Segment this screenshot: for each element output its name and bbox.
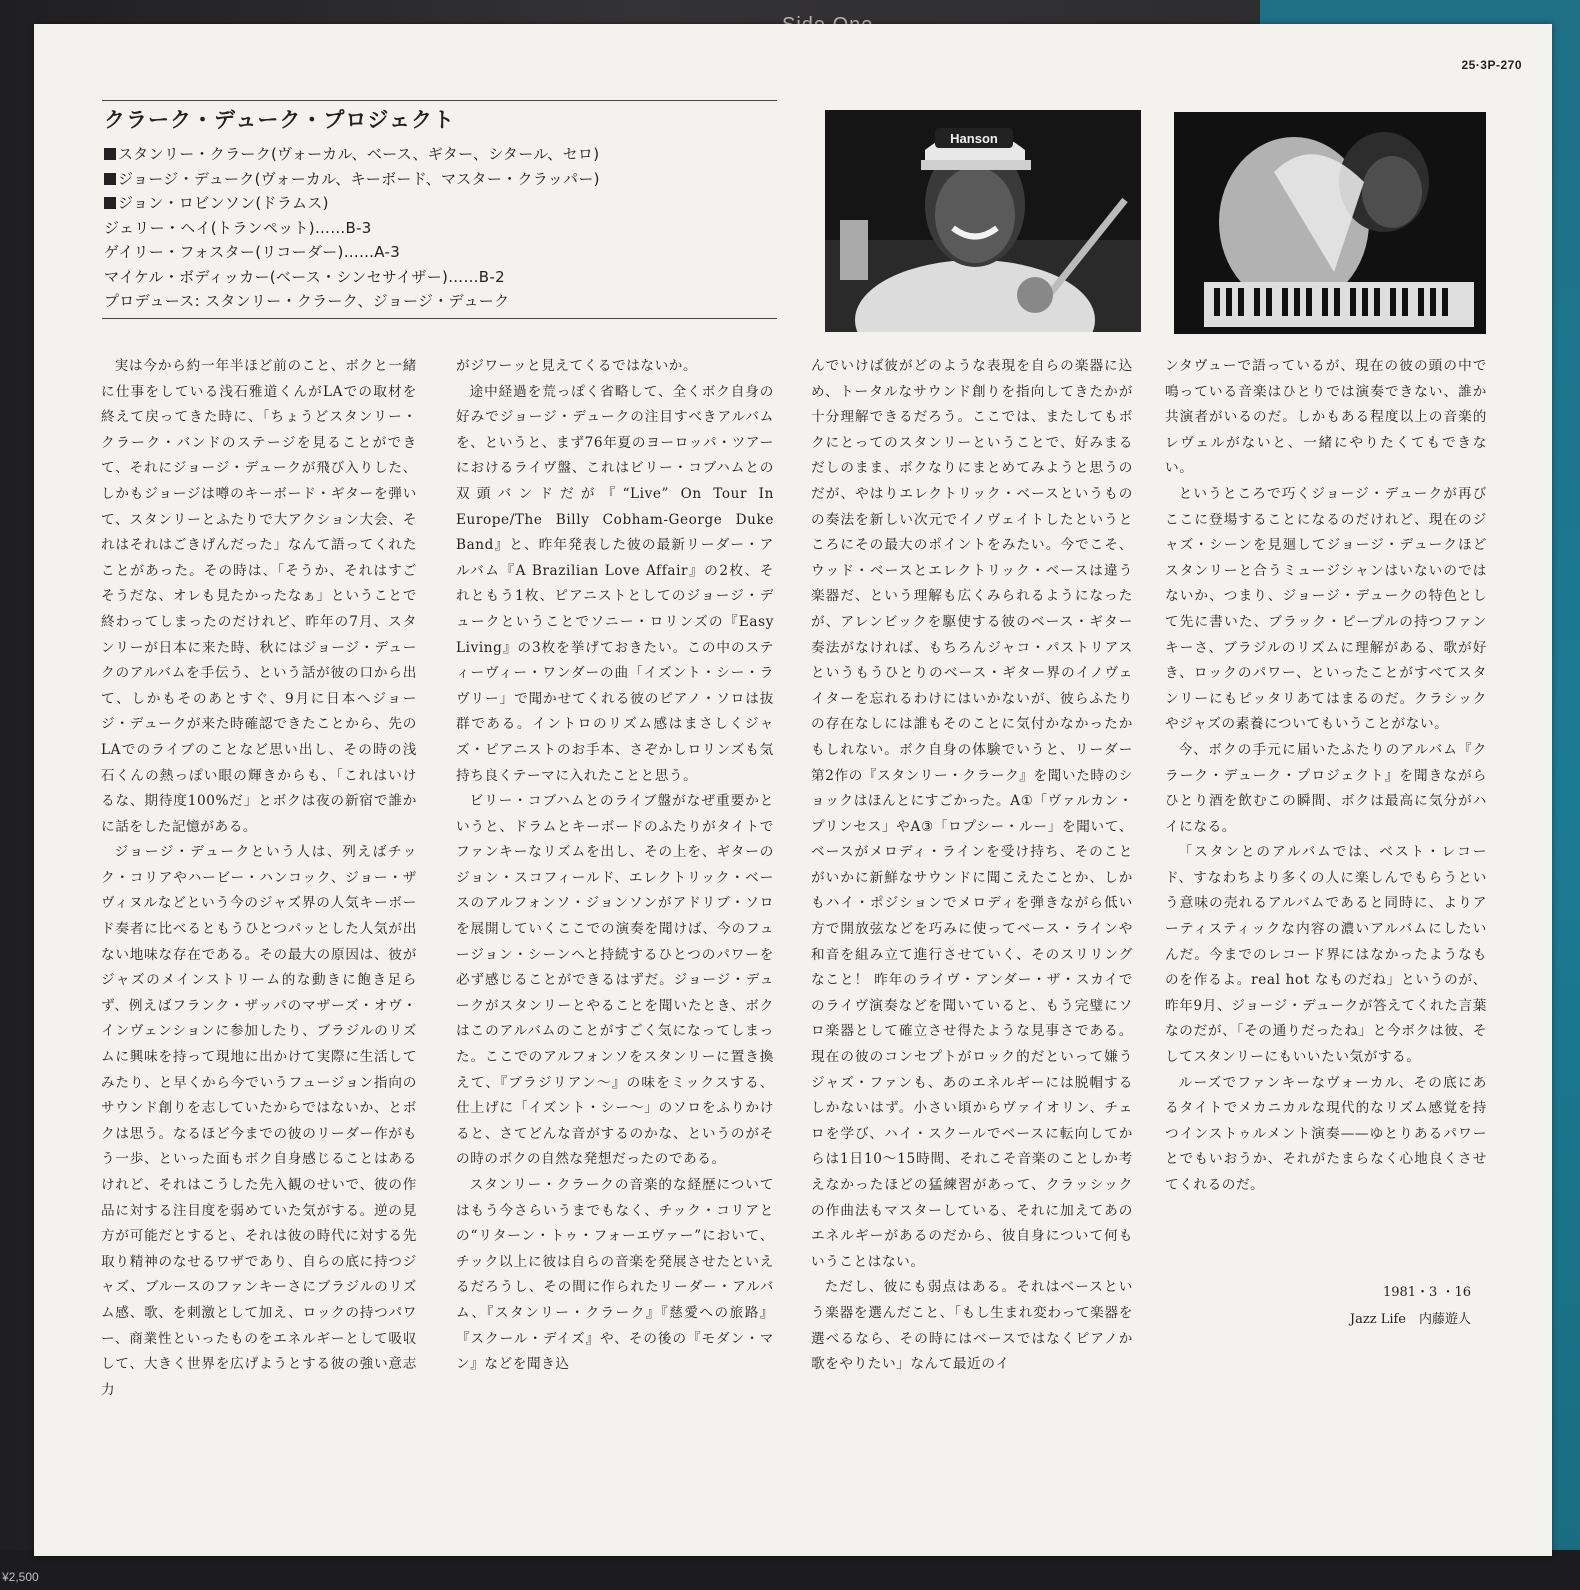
catalog-number: 25·3P-270 (1461, 58, 1522, 72)
divider (102, 100, 777, 101)
paragraph: 「スタンとのアルバムでは、ベスト・レコード、すなわちより多くの人に楽しんでもらうという意味の売れるアルバムであると同時に、よりアーティスティックな内容の濃いアルバムにしたいんだ。今までのレコード界にはなかったようなものを作るよ。real hot なものだね」というのが、昨年9月、ジョージ・デュークが答えてくれた言葉なのだが、「その通りだったね」と今ボクは彼、そしてスタンリーにもいいたい気がする。 (1165, 844, 1487, 1066)
paragraph: 実は今から約一年半ほど前のこと、ボクと一緒に仕事をしている浅石雅道くんがLAでの取材を終えて戻ってきた時に、「ちょうどスタンリー・クラーク・バンドのステージを見ることができて、それにジョージ・デュークが飛び入りした、しかもジョージは噂のキーボード・ギターを弾いて、スタンリーとふたりで大アクション大会、それはそれはごきげんだった」なんて語ってくれたことがあった。その時は、「そうか、それはすごそうだな、オレも見たかったなぁ」ということで終わってしまったのだけれど、昨年の7月、スタンリーが日本に来た時、秋にはジョージ・デュークのアルバムを手伝う、という話が彼の口から出て、しかもそのあとすぐ、9月に日本へジョージ・デュークが来た時確認できたことから、先のLAでのライブのことなど思い出し、その時の浅石くんの熱っぽい眼の輝きからも、「これはいけるな、期待度100%だ」とボクは夜の新宿で誰かに話をした記憶がある。 (101, 358, 417, 835)
photo-stanley-clarke (825, 110, 1141, 332)
paragraph: がジワーッと見えてくるではないか。 (456, 358, 698, 374)
background-bottom (0, 1550, 1580, 1590)
divider (102, 318, 777, 319)
paragraph: 途中経過を荒っぽく省略して、全くボク自身の好みでジョージ・デュークの注目すべきアルバムを、というと、まず76年夏のヨーロッパ・ツアーにおけるライヴ盤、これはビリー・コブハムとの双頭バンドだが『“Live” On Tour In Europe/The Billy Cobham-George Duke Band』と、昨年発表した彼の最新リーダー・アルバム『A Brazilian Love Affair』の2枚、それともう1枚、ピアニストとしてのジョージ・デュークということでソニー・ロリンズの『Easy Living』の3枚を挙げておきたい。この中のスティーヴィー・ワンダーの曲「イズント・シー・ラヴリー」で聞かせてくれる彼のピアノ・ソロは抜群である。イントロのリズム感はまさしくジャズ・ピアニストのお手本、さぞかしロリンズも気持ち良くテーマに入れたことと思う。 (456, 383, 774, 784)
album-title: クラーク・デューク・プロジェクト (104, 108, 455, 132)
text-column-1 (101, 354, 417, 1403)
square-bullet-icon (104, 148, 116, 160)
cap-text: Hanson (950, 131, 998, 146)
credit-line: ジェリー・ヘイ(トランペット)……B-3 (104, 218, 372, 237)
credits-block (102, 100, 777, 319)
signature-author: Jazz Life 内藤遊人 (1349, 1312, 1471, 1327)
liner-notes-sheet (34, 24, 1552, 1556)
photo-george-duke (1174, 112, 1486, 334)
square-bullet-icon (104, 197, 116, 209)
signature-date: 1981・3 ・16 (1382, 1285, 1471, 1300)
paragraph: ただし、彼にも弱点はある。それはベースという楽器を選んだこと、「もし生まれ変わって楽器を選べるなら、その時にはベースではなくピアノか歌をやりたい」なんて最近のイ (811, 1279, 1133, 1373)
paragraph: ルーズでファンキーなヴォーカル、その底にあるタイトでメカニカルな現代的なリズム感覚を持つインストゥルメント演奏——ゆとりあるパワーとでもいおうか、それがたまらなく心地良くさせてくれるのだ。 (1165, 1074, 1487, 1193)
paragraph: ンタヴューで語っているが、現在の彼の頭の中で鳴っている音楽はひとりでは演奏できない、誰か共演者がいるのだ。しかもある程度以上の音楽的レヴェルがないと、一緒にやりたくてもできない。 (1165, 358, 1487, 477)
paragraph: ジョージ・デュークという人は、列えばチック・コリアやハービー・ハンコック、ジョー・ザヴィヌルなどという今のジャズ界の人気キーボード奏者に比べるともうひとつパッとした人気が出ない地味な存在である。その最大の原因は、彼がジャズのメインストリーム的な動きに飽き足らず、例えばフランク・ザッパのマザーズ・オヴ・インヴェンションに参加したり、ブラジルのリズムに興味を持って現地に出かけて実際に生活してみたり、と早くから今でいうフュージョン指向のサウンド創りを志していたからではないか、とボクは思う。なるほど今までの彼のリーダー作がもう一歩、といった面もボク自身感じることはあるけれど、それはこうした先入観のせいで、彼の作品に対する注目度を弱めていた気がする。逆の見方が可能だとすると、それは彼の時代に対する先取り精神のなせるワザであり、自らの底に持つジャズ、ブルースのファンキーさにブラジルのリズム感、歌、を刺激として加え、ロックの持つパワー、商業性といったものをエネルギーとして吸収して、大きく世界を広げようとする彼の強い意志力 (101, 844, 417, 1398)
credit-line: プロデュース: スタンリー・クラーク、ジョージ・デューク (104, 292, 510, 310)
square-bullet-icon (104, 173, 116, 185)
paragraph: 今、ボクの手元に届いたふたりのアルバム『クラーク・デューク・プロジェクト』を聞きながらひとり酒を飲むこの瞬間、ボクは最高に気分がハイになる。 (1165, 741, 1487, 835)
credit-line: ゲイリー・フォスター(リコーダー)……A-3 (104, 243, 401, 261)
text-column-4 (1165, 354, 1487, 1199)
credit-line: ジョージ・デューク(ヴォーカル、キーボード、マスター・クラッパー) (104, 167, 777, 192)
paragraph: スタンリー・クラークの音楽的な経歴についてはもう今さらいうまでもなく、チック・コリアとの“リターン・トゥ・フォーエヴァー”において、チック以上に彼は自らの音楽を発展させたといえるだろうし、その間に作られたリーダー・アルバム、『スタンリー・クラーク』『慈愛への旅路』『スクール・デイズ』や、その後の『モダン・マン』などを聞き込 (456, 1177, 774, 1373)
paragraph: ビリー・コブハムとのライブ盤がなぜ重要かというと、ドラムとキーボードのふたりがタイトでファンキーなリズムを出し、その上を、ギターのジョン・スコフィールド、エレクトリック・ベースのアルフォンソ・ジョンソンがアドリブ・ソロを展開していくここでの演奏を聞けば、今のフュージョン・シーンへと持続するひとつのパワーを必ず感じることができるはずだ。ジョージ・デュークがスタンリーとやることを聞いたとき、ボクはこのアルバムのことがすごく気になってしまった。ここでのアルフォンソをスタンリーに置き換えて、『ブラジリアン〜』の味をミックスする、仕上げに「イズント・シー〜」のソロをふりかけると、さてどんな音がするのかな、というのがその時のボクの自然な発想だったのである。 (456, 793, 774, 1168)
text-column-3 (811, 354, 1133, 1378)
price-label: ¥2,500 (2, 1570, 39, 1584)
credit-line: スタンリー・クラーク(ヴォーカル、ベース、ギター、シタール、セロ) (104, 142, 777, 167)
paragraph: んでいけば彼がどのような表現を自らの楽器に込め、トータルなサウンド創りを指向してきたかが十分理解できるだろう。ここでは、またしてもボクにとってのスタンリーということで、好みまるだしのまま、ボクなりにまとめてみようと思うのだが、やはりエレクトリック・ベースというものの奏法を新しい次元でイノヴェイトしたというところにその最大のポイントをみたい。今でこそ、ウッド・ベースとエレクトリック・ベースは違う楽器だ、という理解も広くみられるようになったが、アレンビックを駆使する彼のベース・ギター奏法がなければ、もちろんジャコ・パストリアスというもうひとりのベース・ギター界のイノヴェイターを忘れるわけにはいかないが、彼らふたりの存在なしには誰もそのことに気付かなかったかもしれない。ボク自身の体験でいうと、リーダー第2作の『スタンリー・クラーク』を聞いた時のショックはほんとにすごかった。A①「ヴァルカン・プリンセス」やA③「ロプシー・ルー」を聞いて、ベースがメロディ・ラインを受け持ち、そのことがいかに新鮮なサウンドに聞こえたことか、しかもハイ・ポジションでメロディを弾きながら低い方で開放弦などを巧みに使ってベース・ラインや和音を組み立て進行させていく、そのスリリングなこと！ 昨年のライヴ・アンダー・ザ・スカイでのライヴ演奏などを聞いていると、もう完璧にソロ楽器として確立させ得たような見事さである。現在の彼のコンセプトがロック的だといって嫌うジャズ・ファンも、あのエネルギーには脱帽するしかないはず。小さい頃からヴァイオリン、チェロを学び、ハイ・スクールでベースに転向してからは1日10〜15時間、それこそ音楽のことしか考えなかったほどの猛練習があって、クラッシックの作曲法もマスターしている、それに加えてあのエネルギーがあるのだから、彼自身について何もいうことはない。 (811, 358, 1133, 1270)
paragraph: というところで巧くジョージ・デュークが再びここに登場することになるのだけれど、現在のジャズ・シーンを見廻してジョージ・デュークほどスタンリーと合うミュージシャンはいないのではないか、つまり、ジョージ・デュークの特色として先に書いた、ブラック・ピープルの持つファンキーさ、ブラジルのリズムに理解がある、歌が好き、ロックのパワー、といったことがすべてスタンリーにもピッタリあてはまるのだ。クラシックやジャズの素養についてもいうことがない。 (1165, 485, 1487, 733)
credit-line: ジョン・ロビンソン(ドラムス) (104, 191, 777, 216)
text-column-2 (456, 354, 774, 1378)
credit-line: マイケル・ボディッカー(ベース・シンセサイザー)……B-2 (104, 267, 505, 286)
